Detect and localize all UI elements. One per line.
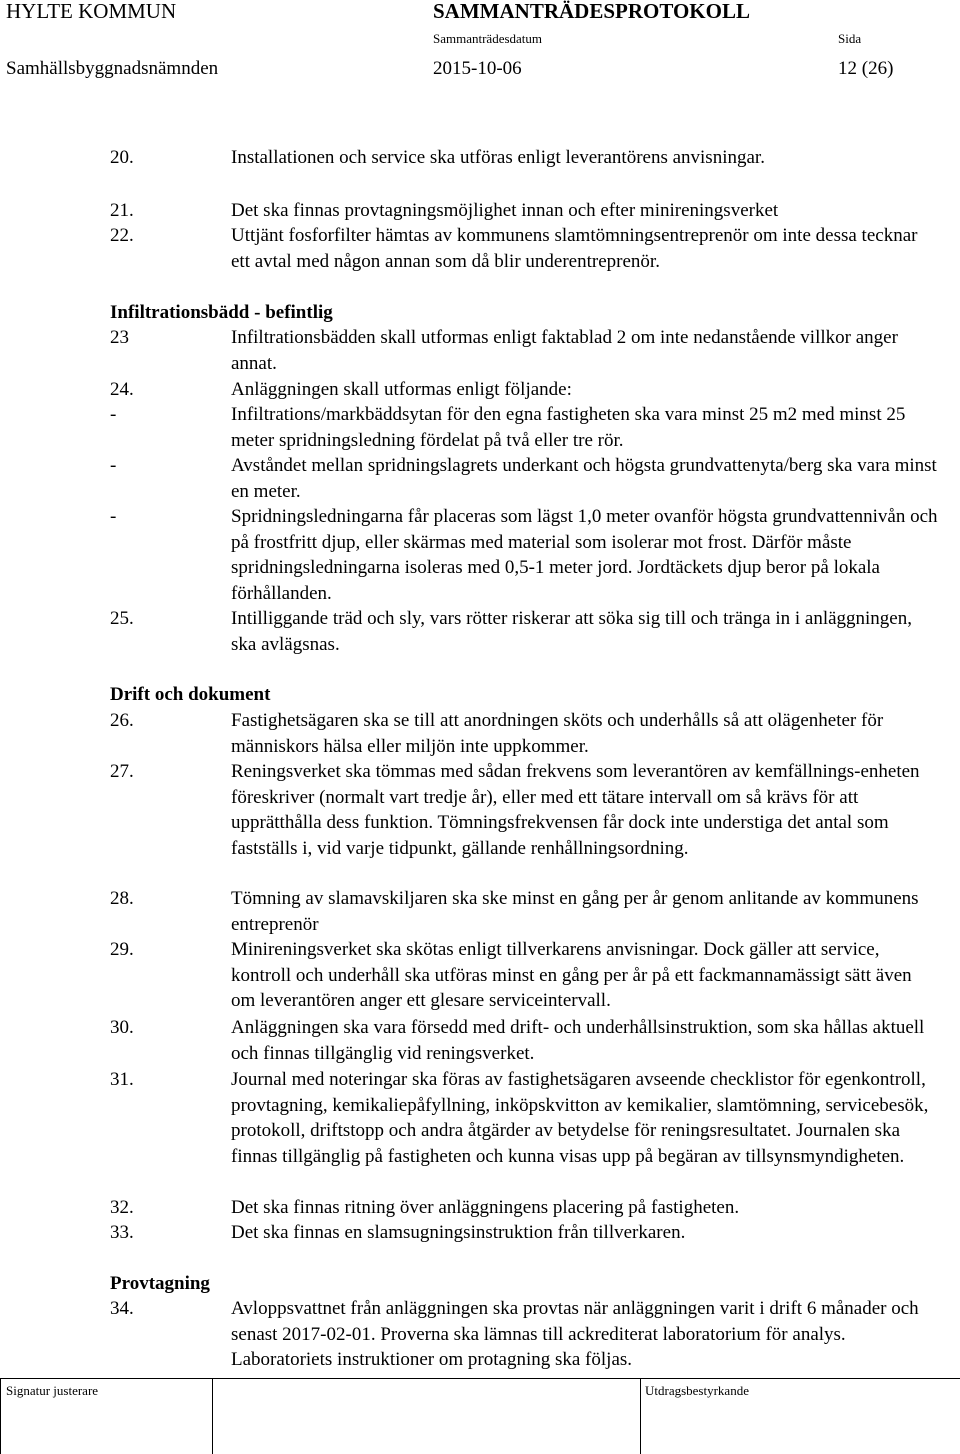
item-bullet: - bbox=[110, 506, 117, 527]
item-text: Det ska finnas en slamsugningsinstruktion från tillverkaren. bbox=[231, 1222, 686, 1243]
item-number: 24. bbox=[110, 379, 134, 400]
item-text: Spridningsledningarna får placeras som lägst 1,0 meter ovanför högsta grundvattennivån och på frostfritt djup, eller skärmas med material som isolerar mot frost. Därför måste spridningsledningarna isoleras med 0,5-1 meter jord. Jordtäckets djup beror på lokala förhållanden. bbox=[231, 506, 938, 604]
item-number: 31. bbox=[110, 1069, 134, 1090]
item-number: 26. bbox=[110, 710, 134, 731]
signature-footer bbox=[0, 1378, 960, 1454]
list-item bbox=[110, 223, 940, 274]
organization-name: HYLTE KOMMUN bbox=[6, 0, 177, 23]
item-text: Installationen och service ska utföras enligt leverantörens anvisningar. bbox=[231, 147, 765, 168]
list-item bbox=[110, 937, 940, 1014]
item-text: Reningsverket ska tömmas med sådan frekvens som leverantören av kemfällnings-enheten föreskriver (normalt vart tredje år), eller med ett tätare intervall om så krävs för att upprätthålla dess funktion. Tömningsfrekvensen får dock inte understiga det antal som fastställs i, vid varje tidpunkt, gällande renhållningsordning. bbox=[231, 761, 920, 859]
item-text: Infiltrationsbädden skall utformas enligt faktablad 2 om inte nedanstående villkor anger annat. bbox=[231, 327, 898, 374]
page-label: Sida bbox=[838, 31, 862, 46]
list-item bbox=[110, 708, 940, 759]
item-text: Anläggningen ska vara försedd med drift- och underhållsinstruktion, som ska hållas aktuell och finnas tillgänglig vid reningsverket. bbox=[231, 1017, 925, 1064]
footer-rule bbox=[0, 1378, 960, 1379]
footer-divider bbox=[212, 1378, 213, 1454]
item-number: 25. bbox=[110, 608, 134, 629]
item-number: 27. bbox=[110, 761, 134, 782]
signature-label: Signatur justerare bbox=[6, 1383, 99, 1398]
item-number: 22. bbox=[110, 225, 134, 246]
item-number: 30. bbox=[110, 1017, 134, 1038]
item-number: 34. bbox=[110, 1298, 134, 1319]
item-text: Infiltrations/markbäddsytan för den egna fastigheten ska vara minst 25 m2 med minst 25 meter spridningsledning fördelat på två eller tre rör. bbox=[231, 404, 906, 451]
item-text: Uttjänt fosforfilter hämtas av kommunens slamtömningsentreprenör om inte dessa tecknar ett avtal med någon annan som då blir underentreprenör. bbox=[231, 225, 918, 272]
meeting-date-label: Sammanträdesdatum bbox=[433, 31, 543, 46]
item-text: Tömning av slamavskiljaren ska ske minst en gång per år genom anlitande av kommunens entreprenör bbox=[231, 888, 919, 935]
item-text: Det ska finnas ritning över anläggningens placering på fastigheten. bbox=[231, 1197, 740, 1218]
committee-name: Samhällsbyggnadsnämnden bbox=[6, 58, 219, 79]
item-text: Journal med noteringar ska föras av fastighetsägaren avseende checklistor för egenkontroll, provtagning, kemikaliepåfyllning, inköpskvitton av kemikalier, slamtömning, servicebesök, protokoll, driftstopp och andra åtgärder av betydelse för reningsresultatet. Journalen ska finnas tillgänglig på fastigheten och kunna visas upp på begäran av tillsynsmyndigheten. bbox=[231, 1069, 929, 1167]
item-number: 21. bbox=[110, 200, 134, 221]
item-number: 28. bbox=[110, 888, 134, 909]
section-heading-operation: Drift och dokument bbox=[110, 684, 271, 705]
item-bullet: - bbox=[110, 404, 117, 425]
item-bullet: - bbox=[110, 455, 117, 476]
section-heading-sampling: Provtagning bbox=[110, 1273, 210, 1294]
meeting-date: 2015-10-06 bbox=[433, 58, 522, 79]
extract-certification-label: Utdragsbestyrkande bbox=[645, 1383, 749, 1398]
item-number: 33. bbox=[110, 1222, 134, 1243]
list-item bbox=[110, 606, 940, 657]
list-item bbox=[110, 453, 940, 504]
item-number: 32. bbox=[110, 1197, 134, 1218]
item-number: 23 bbox=[110, 327, 129, 348]
item-number: 20. bbox=[110, 147, 134, 168]
item-text: Det ska finnas provtagningsmöjlighet innan och efter minireningsverket bbox=[231, 200, 779, 221]
footer-divider bbox=[0, 1378, 1, 1454]
item-text: Anläggningen skall utformas enligt följande: bbox=[231, 379, 572, 400]
list-item bbox=[110, 377, 940, 403]
item-text: Avloppsvattnet från anläggningen ska provtas när anläggningen varit i drift 6 månader och senast 2017-02-01. Proverna ska lämnas till ackrediterat laboratorium för analys. Laboratoriets instruktioner om protagning ska följas. bbox=[231, 1298, 919, 1370]
list-item bbox=[110, 145, 940, 171]
list-item bbox=[110, 402, 940, 453]
list-item bbox=[110, 886, 940, 937]
item-text: Intilliggande träd och sly, vars rötter riskerar att söka sig till och tränga in i anläggningen, ska avlägsnas. bbox=[231, 608, 912, 655]
list-item bbox=[110, 198, 940, 224]
footer-divider bbox=[640, 1378, 641, 1454]
item-text: Avståndet mellan spridningslagrets underkant och högsta grundvattenyta/berg ska vara minst en meter. bbox=[231, 455, 937, 502]
section-heading-infiltration: Infiltrationsbädd - befintlig bbox=[110, 302, 333, 323]
list-item bbox=[110, 1195, 940, 1221]
item-number: 29. bbox=[110, 939, 134, 960]
list-item bbox=[110, 1220, 940, 1246]
page-number: 12 (26) bbox=[838, 58, 894, 79]
list-item bbox=[110, 1015, 940, 1066]
list-item bbox=[110, 504, 940, 606]
document-title: SAMMANTRÄDESPROTOKOLL bbox=[433, 0, 750, 23]
item-text: Fastighetsägaren ska se till att anordningen sköts och underhålls så att olägenheter för människors hälsa eller miljön inte uppkommer. bbox=[231, 710, 884, 757]
list-item bbox=[110, 1067, 940, 1169]
list-item bbox=[110, 1296, 940, 1373]
list-item bbox=[110, 325, 940, 376]
item-text: Minireningsverket ska skötas enligt tillverkarens anvisningar. Dock gäller att service, kontroll och underhåll ska utföras minst en gång per år på ett fackmannamässigt sätt även om leverantören anger ett glesare serviceintervall. bbox=[231, 939, 912, 1011]
list-item bbox=[110, 759, 940, 861]
